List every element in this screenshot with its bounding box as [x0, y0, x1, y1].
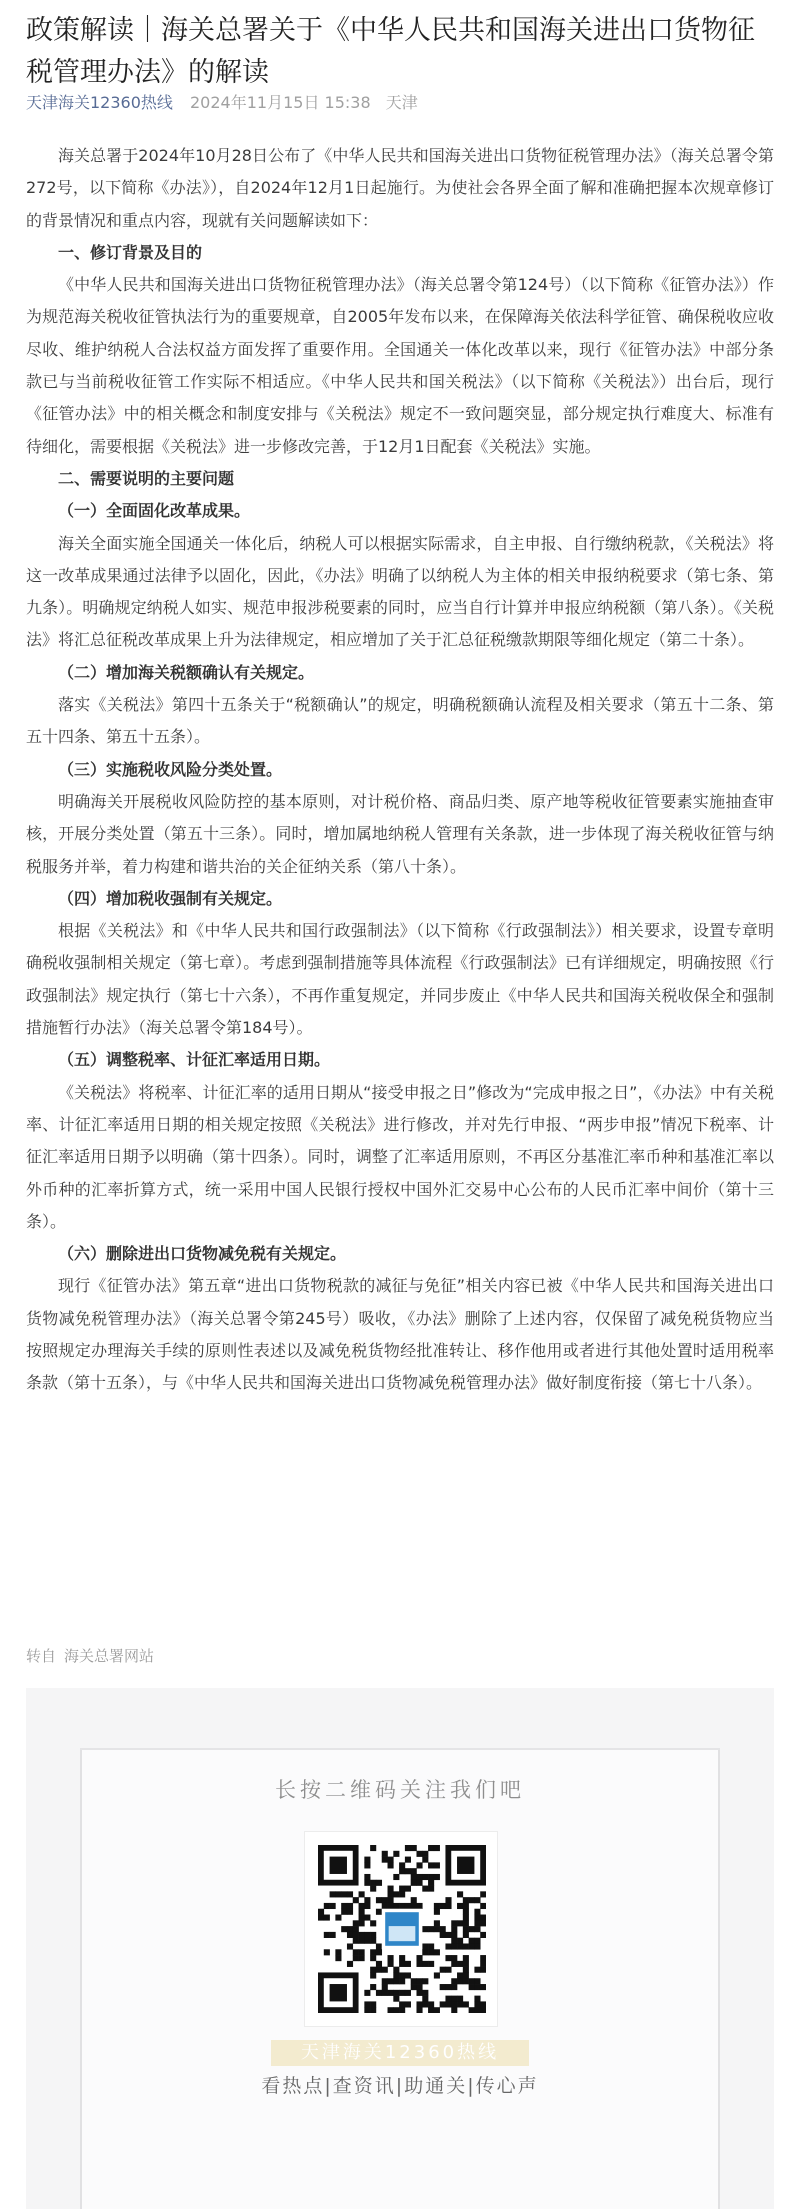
source-line: [26, 1645, 154, 1666]
section-heading: 二、需要说明的主要问题: [58, 468, 235, 488]
section-heading: （三）实施税收风险分类处置。: [58, 759, 283, 779]
body-paragraph: 《关税法》将税率、计征汇率的适用日期从“接受申报之日”修改为“完成申报之日”，《办法》中有关税率、计征汇率适用日期的相关规定按照《关税法》进行修改，并对先行申报、“两步申报”情况下税率、计征汇率适用日期予以明确（第十四条）。同时，调整了汇率适用原则，不再区分基准汇率币种和基准汇率以外币种的汇率折算方式，统一采用中国人民银行授权中国外汇交易中心公布的人民币汇率中间价（第十三条）。: [26, 1082, 774, 1231]
body-paragraph: 海关总署于2024年10月28日公布了《中华人民共和国海关进出口货物征税管理办法》（海关总署令第272号，以下简称《办法》），自2024年12月1日起施行。为使社会各界全面了解和准确把握本次规章修订的背景情况和重点内容，现就有关问题解读如下：: [26, 146, 774, 230]
card-divider: [80, 1748, 720, 1750]
source-name: 海关总署网站: [64, 1647, 155, 1665]
body-paragraph: 明确海关开展税收风险防控的基本原则，对计税价格、商品归类、原产地等税收征管要素实施抽查审核，开展分类处置（第五十三条）。同时，增加属地纳税人管理有关条款，进一步体现了海关税收征管与纳税服务并举，着力构建和谐共治的关企征纳关系（第八十条）。: [26, 791, 774, 876]
section-heading: （二）增加海关税额确认有关规定。: [58, 662, 315, 682]
publish-location: 天津: [385, 93, 418, 112]
article-body: [26, 140, 774, 1400]
body-paragraph: 《中华人民共和国海关进出口货物征税管理办法》（海关总署令第124号）（以下简称《征管办法》）作为规范海关税收征管执法行为的重要规章，自2005年发布以来，在保障海关依法科学征管、确保税收应收尽收、维护纳税人合法权益方面发挥了重要作用。全国通关一体化改革以来，现行《征管办法》中部分条款已与当前税收征管工作实际不相适应。《中华人民共和国关税法》（以下简称《关税法》）出台后，现行《征管办法》中的相关概念和制度安排与《关税法》规定不一致问题突显，部分规定执行难度大、标准有待细化，需要根据《关税法》进一步修改完善，于12月1日配套《关税法》实施。: [26, 275, 774, 456]
article-meta: [26, 90, 418, 113]
section-heading: （一）全面固化改革成果。: [58, 501, 251, 521]
body-paragraph: 根据《关税法》和《中华人民共和国行政强制法》（以下简称《行政强制法》）相关要求，设置专章明确税收强制相关规定（第七章）。考虑到强制措施等具体流程《行政强制法》已有详细规定，明确按照《行政强制法》规定执行（第七十六条），不再作重复规定，并同步废止《中华人民共和国海关税收保全和强制措施暂行办法》（海关总署令第184号）。: [26, 921, 774, 1038]
brand-name: 天津海关12360热线: [271, 2040, 529, 2066]
article-title: 政策解读｜海关总署关于《中华人民共和国海关进出口货物征税管理办法》的解读: [26, 15, 755, 88]
promo-slogan: 看热点|查资讯|助通关|传心声: [261, 2075, 539, 2097]
qr-code[interactable]: [304, 1831, 498, 2027]
qr-promo-section: [26, 1688, 774, 2209]
publish-date: 2024年11月15日 15:38: [190, 93, 371, 112]
source-label: 转自: [26, 1647, 57, 1665]
section-heading: （五）调整税率、计征汇率适用日期。: [58, 1050, 331, 1070]
account-name-link[interactable]: 天津海关12360热线: [26, 93, 173, 112]
section-heading: （四）增加税收强制有关规定。: [58, 888, 283, 908]
body-paragraph: 现行《征管办法》第五章“进出口货物税款的减征与免征”相关内容已被《中华人民共和国海关进出口货物减免税管理办法》（海关总署令第245号）吸收，《办法》删除了上述内容，仅保留了减免税货物应当按照规定办理海关手续的原则性表述以及减免税货物经批准转让、移作他用或者进行其他处置时适用税率条款（第十五条），与《中华人民共和国海关进出口货物减免税管理办法》做好制度衔接（第七十八条）。: [26, 1276, 774, 1393]
section-heading: 一、修订背景及目的: [58, 242, 203, 262]
body-paragraph: 海关全面实施全国通关一体化后，纳税人可以根据实际需求，自主申报、自行缴纳税款，《关税法》将这一改革成果通过法律予以固化，因此，《办法》明确了以纳税人为主体的相关申报纳税要求（第七条、第九条）。明确规定纳税人如实、规范申报涉税要素的同时，应当自行计算并申报应纳税额（第八条）。《关税法》将汇总征税改革成果上升为法律规定，相应增加了关于汇总征税缴款期限等细化规定（第二十条）。: [26, 533, 774, 650]
qr-code-icon: [318, 1845, 486, 2013]
body-paragraph: 落实《关税法》第四十五条关于“税额确认”的规定，明确税额确认流程及相关要求（第五十二条、第五十四条、第五十五条）。: [26, 695, 774, 747]
section-heading: （六）删除进出口货物减免税有关规定。: [58, 1244, 347, 1264]
promo-title: 长按二维码关注我们吧: [275, 1778, 525, 1802]
